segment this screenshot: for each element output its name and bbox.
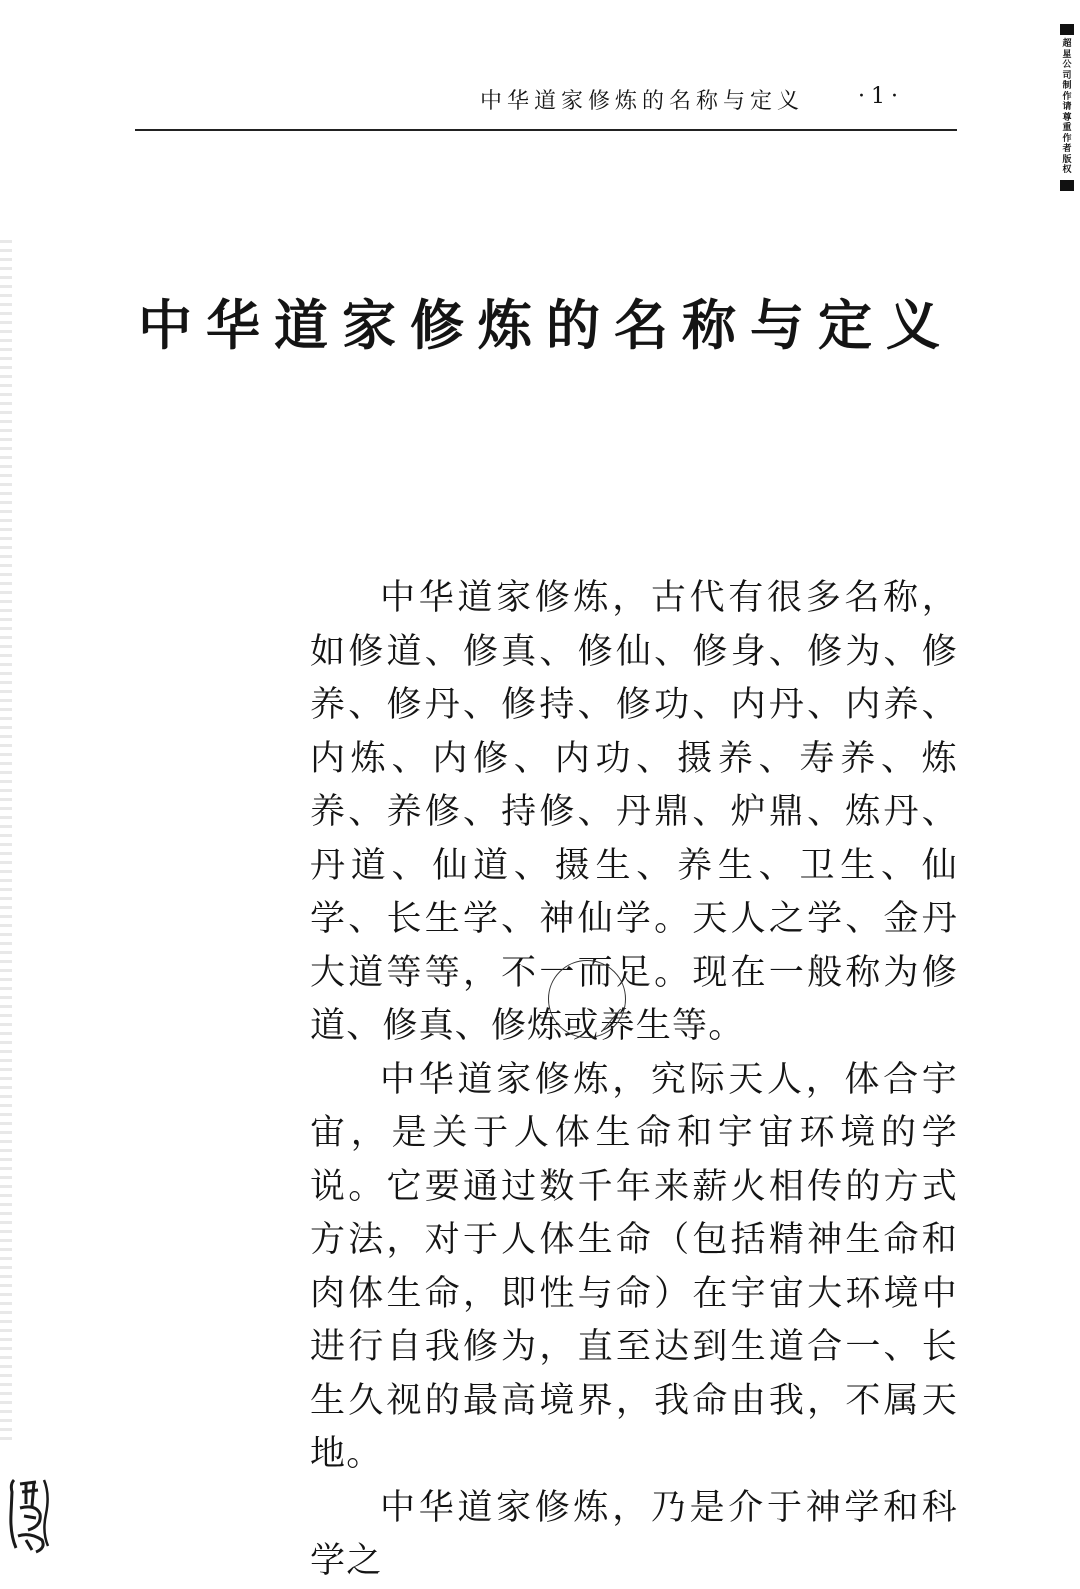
page-number: ·1· [858,84,904,109]
paragraph-3: 中华道家修炼，乃是介于神学和科学之 [310,1487,958,1581]
hand-drawn-circle-mark [548,960,626,1038]
paragraph-2: 中华道家修炼，究际天人，体合宇宙，是关于人体生命和宇宙环境的学说。它要通过数千年来薪火相传的方式方法，对于人体生命（包括精神生命和肉体生命，即性与命）在宇宙大环境中进行自我修为，直至达到生道合一、长生久视的最高境界，我命由我，不属天地。 [310,1059,958,1474]
chapter-title: 中华道家修炼的名称与定义 [138,293,954,358]
running-header-title: 中华道家修炼的名称与定义 [480,89,805,114]
watermark-bar-top [1060,24,1074,35]
watermark-text: 超星公司制作请尊重作者版权 [1062,39,1072,175]
seal-stamp-icon [6,1474,54,1554]
body-text [310,572,958,1589]
paragraph-1: 中华道家修炼，古代有很多名称，如修道、修真、修仙、修身、修为、修养、修丹、修持、修功、内丹、内养、内炼、内修、内功、摄养、寿养、炼养、养修、持修、丹鼎、炉鼎、炼丹、丹道、仙道、摄生、养生、卫生、仙学、长生学、神仙学。天人之学、金丹大道等等，不一而足。现在一般称为修道、修真、修炼或养生等。 [310,578,958,1046]
scan-edge-shadow [0,240,12,1440]
header-rule [135,129,957,131]
watermark-strip [1060,24,1080,242]
watermark-bar-bottom [1060,180,1074,191]
